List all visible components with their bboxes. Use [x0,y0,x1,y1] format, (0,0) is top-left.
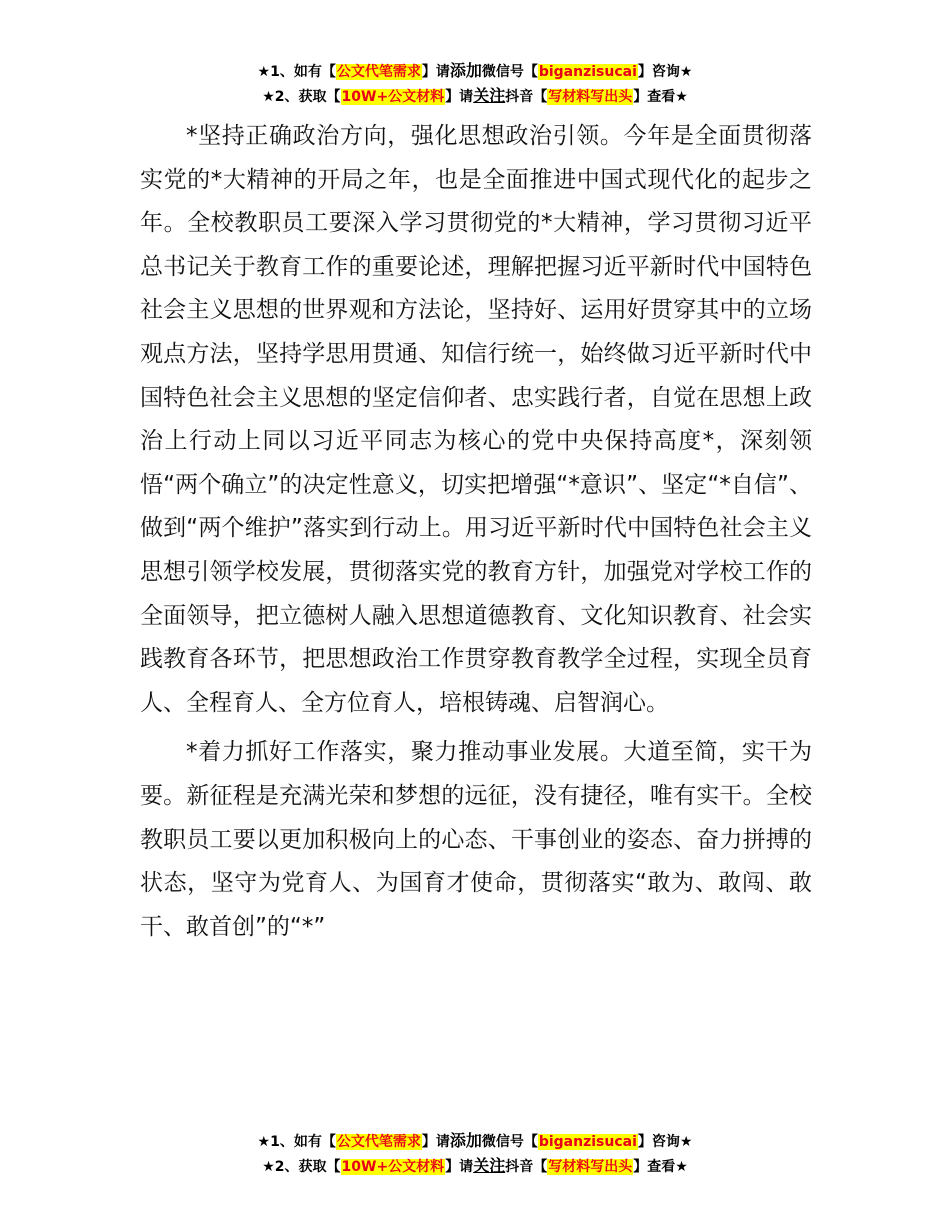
highlight-service: 公文代笔需求 [336,1134,421,1150]
banner-text: ★2、获取【 [262,1159,341,1175]
highlight-service: 公文代笔需求 [336,64,421,80]
highlight-douyin-account: 写材料写出头 [548,89,633,105]
banner-line-1 [0,59,950,84]
banner-line-1 [0,1129,950,1154]
banner-text: 】请 [421,64,450,80]
banner-text: 】请 [445,1159,474,1175]
highlight-douyin-account: 写材料写出头 [548,1159,633,1175]
banner-emphasis: 关注 [473,86,506,105]
banner-text: 】请 [421,1134,450,1150]
banner-text: 】咨询★ [637,64,693,80]
paragraph: *着力抓好工作落实，聚力推动事业发展。大道至简，实干为要。新征程是充满光荣和梦想的远征，没有捷径，唯有实干。全校教职员工要以更加积极向上的心态、干事创业的姿态、奋力拼搏的状态，坚守为党育人、为国育才使命，贯彻落实“敢为、敢闯、敢干、敢首创”的“*” [140,739,812,940]
banner-text: 】请 [445,89,474,105]
banner-emphasis: 添加 [449,1131,482,1150]
highlight-wechat-id: biganzisucai [538,1134,637,1150]
banner-text: ★2、获取【 [262,89,341,105]
footer-banner [0,1129,950,1179]
paragraph: *坚持正确政治方向，强化思想政治引领。今年是全面贯彻落实党的*大精神的开局之年，也是全面推进中国式现代化的起步之年。全校教职员工要深入学习贯彻党的*大精神，学习贯彻习近平总书记关于教育工作的重要论述，理解把握习近平新时代中国特色社会主义思想的世界观和方法论，坚持好、运用好贯穿其中的立场观点方法，坚持学思用贯通、知信行统一，始终做习近平新时代中国特色社会主义思想的坚定信仰者、忠实践行者，自觉在思想上政治上行动上同以习近平同志为核心的党中央保持高度*，深刻领悟“两个确立”的决定性意义，切实把增强“*意识”、坚定“*自信”、做到“两个维护”落实到行动上。用习近平新时代中国特色社会主义思想引领学校发展，贯彻落实党的教育方针，加强党对学校工作的全面领导，把立德树人融入思想道德教育、文化知识教育、社会实践教育各环节，把思想政治工作贯穿教育教学全过程，实现全员育人、全程育人、全方位育人，培根铸魂、启智润心。 [140,123,812,716]
banner-text: 抖音【 [505,1159,548,1175]
header-banner [0,59,950,109]
document-body [140,115,812,949]
banner-text: 】查看★ [633,89,688,105]
highlight-wechat-id: biganzisucai [538,64,637,80]
banner-line-2 [0,1154,950,1179]
highlight-materials: 10W+公文材料 [341,89,445,105]
banner-emphasis: 添加 [449,61,482,80]
banner-line-2 [0,84,950,109]
banner-text: 】查看★ [633,1159,688,1175]
banner-text: ★1、如有【 [257,64,336,80]
banner-emphasis: 关注 [473,1156,506,1175]
banner-text: ★1、如有【 [257,1134,336,1150]
banner-text: 】咨询★ [637,1134,693,1150]
banner-text: 微信号【 [481,1134,538,1150]
banner-text: 微信号【 [481,64,538,80]
banner-text: 抖音【 [505,89,548,105]
highlight-materials: 10W+公文材料 [341,1159,445,1175]
